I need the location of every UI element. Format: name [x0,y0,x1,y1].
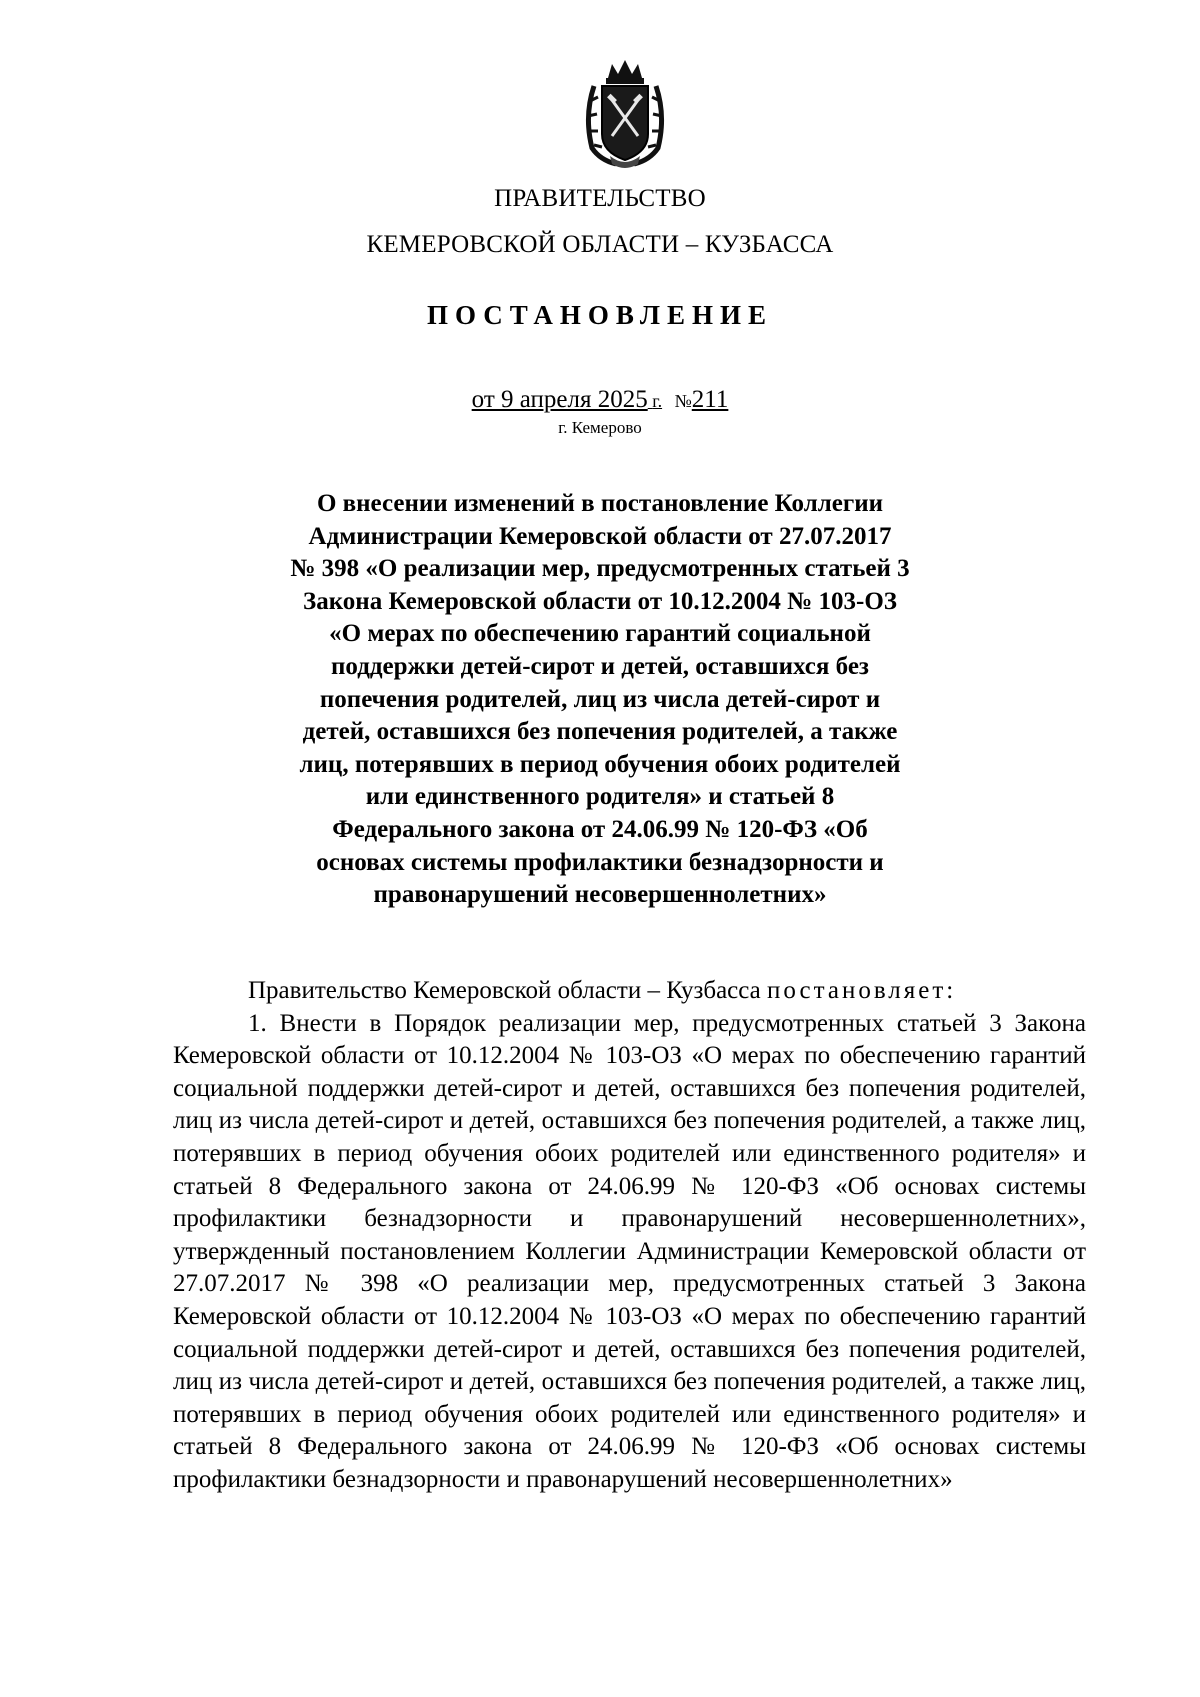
city-name: г. Кемерово [558,418,642,437]
government-name-line2: КЕМЕРОВСКОЙ ОБЛАСТИ – КУЗБАССА [366,231,834,258]
paragraph-1: 1. Внести в Порядок реализации мер, предусмотренных статьей 3 Закона Кемеровской области от 10.12.2004 № 103-ОЗ «О мерах по обеспечению гарантий социальной поддержки детей-сирот и детей, оставшихся без попечения родителей, лиц из числа детей-сирот и детей, оставшихся без попечения родителей, а также лиц, потерявших в период обучения обоих родителей или единственного родителя» и статьей 8 Федерального закона от 24.06.99 № 120-ФЗ «Об основах системы профилактики безнадзорности и правонарушений несовершеннолетних», утвержденный постановлением Коллегии Администрации Кемеровской области от 27.07.2017 № 398 «О реализации мер, предусмотренных статьей 3 Закона Кемеровской области от 10.12.2004 № 103-ОЗ «О мерах по обеспечению гарантий социальной поддержки детей-сирот и детей, оставшихся без попечения родителей, лиц из числа детей-сирот и детей, оставшихся без попечения родителей, а также лиц, потерявших в период обучения обоих родителей или единственного родителя» и статьей 8 Федерального закона от 24.06.99 № 120-ФЗ «Об основах системы профилактики безнадзорности и правонарушений несовершеннолетних» [173,1009,1086,1493]
title-line: или единственного родителя» и статьей 8 [365,783,835,811]
title-line: детей, оставшихся без попечения родителей, а также [302,718,898,746]
coat-of-arms-icon [580,56,670,171]
document-number: 211 [691,386,729,413]
title-line: поддержки детей-сирот и детей, оставшихся без [331,652,869,680]
title-line: основах системы профилактики безнадзорности и [316,848,884,876]
intro-text: Правительство Кемеровской области – Кузбасса [248,977,768,1004]
resolves-word: постановляет: [767,977,957,1004]
government-name-line1: ПРАВИТЕЛЬСТВО [494,185,706,212]
title-line: «О мерах по обеспечению гарантий социальной [329,620,871,648]
title-line: № 398 «О реализации мер, предусмотренных статьей 3 [290,555,910,583]
title-line: Закона Кемеровской области от 10.12.2004 № 103-ОЗ [303,587,897,615]
title-line: О внесении изменений в постановление Коллегии [316,490,884,517]
document-type-heading: ПОСТАНОВЛЕНИЕ [426,300,774,330]
title-line: попечения родителей, лиц из числа детей-сирот и [319,685,881,713]
intro-paragraph [173,975,1086,1008]
document-title [250,488,950,912]
year-suffix: г. [652,391,663,411]
number-sign: № [674,391,692,411]
title-line: Федерального закона от 24.06.99 № 120-ФЗ «Об [332,815,868,843]
title-line: правонарушений несовершеннолетних» [373,881,827,909]
document-body [173,975,1086,1497]
title-line: лиц, потерявших в период обучения обоих родителей [299,750,901,778]
date-number-line [0,386,1200,414]
document-date: от 9 апреля 2025 [471,386,648,413]
title-line: Администрации Кемеровской области от 27.07.2017 [308,522,892,550]
